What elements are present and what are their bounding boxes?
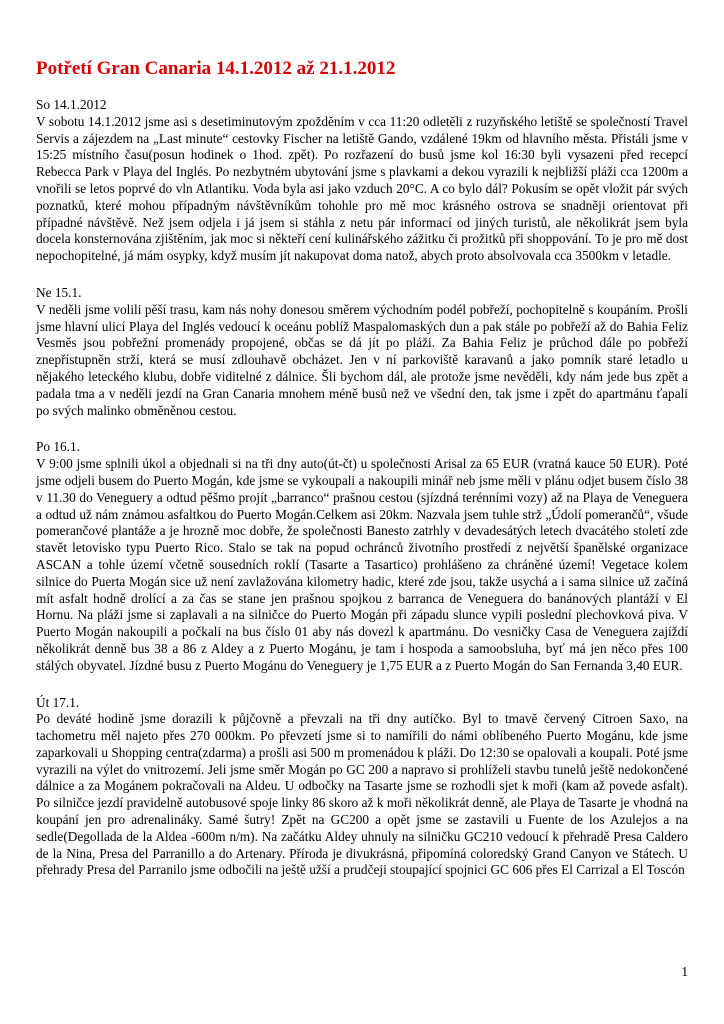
day-section-tuesday (36, 695, 688, 880)
day-paragraph: Po deváté hodině jsme dorazili k půjčovně a převzali na tři dny autíčko. Byl to tmavě červený Citroen Saxo, na tachometru měl najeto přes 270 000km. Po převzetí jsme si to namířili do námi oblíbeného Puerto Mogánu, kde jsme zaparkovali u Shopping centra(zdarma) a prošli asi 500 m promenádou k pláži. Do 12:30 se opalovali a koupali. Poté jsme vyrazili na výlet do vnitrozemí. Jeli jsme směr Mogán po GC 200 a napravo si prohlíželi stavbu tunelů ještě nedokončené dálnice a za Mogánem pokračovali na Aldeu. U odbočky na Tasarte jsme se rozhodli sjet k moři (kam až povede asfalt). Po silničce jezdí pravidelně autobusové spoje linky 86 skoro až k moři několikrát denně, ale Playa de Tasarte je vhodná na koupání jen pro adrenalináky. Samé šutry! Zpět na GC200 a opět jsme se zastavili u Fuente de los Azulejos a na sedle(Degollada de la Aldea -600m n/m). Na začátku Aldey uhnuly na silničku GC210 vedoucí k přehradě Presa Caldero de la Nina, Presa del Parranillo a do Artenary. Příroda je divukrásná, připomíná coloredský Grand Canyon ve Státech. U přehrady Presa del Parranilo jsme odbočili na ještě užší a prudčeji stoupající spojnici GC 606 přes El Carrizal a El Toscón (36, 711, 688, 878)
day-section-monday (36, 439, 688, 674)
page-number: 1 (681, 964, 688, 979)
document-body (36, 97, 688, 899)
day-paragraph: V sobotu 14.1.2012 jsme asi s desetiminutovým zpožděním v cca 11:20 odletěli z ruzyňského letiště se společností Travel Servis a zájezdem na „Last minute“ cestovky Fischer na letiště Gando, vzdálené 19km od hlavního města. Přistáli jsme v 15:25 místního času(posun hodinek o 1hod. zpět). Po rozřazení do busů jsme kol 16:30 byli vysazeni před recepcí Rebecca Park v Playa del Inglés. Po nezbytném ubytování jsme s plavkami a dekou vyrazili k nejbližší pláži cca 1200m a vnořili se letos poprvé do vln Atlantiku. Voda byla asi jako vzduch 20°C. A co bylo dál? Pokusím se opět vložit pár svých poznatků, které mohou případným návštěvníkům tohohle pro mě moc krásného ostrova se snadněji orientovat při případné návštěvě. Než jsem odjela i já jsem si stáhla z netu pár informací od jiných turistů, ale několikrát jsem byla docela konsternována zjištěním, jak moc si někteří cení kulinářského zážitku či prožitků při shoppování. To je pro mě dost nepochopitelné, já mám osypky, když musím jít nakupovat doma natož, abych proto absolvovala cca 3500km v letadle. (36, 113, 688, 264)
day-section-sunday (36, 285, 688, 419)
day-paragraph: V neděli jsme volili pěší trasu, kam nás nohy donesou směrem východním podél pobřeží, pochopitelně s koupáním. Prošli jsme hlavní ulicí Playa del Inglés vedoucí k oceánu poblíž Maspalomaských dun a pak stále po pobřeží až do Bahia Feliz Vesměs jsou pobřežní promenády propojené, občas se dá jít po pláži. Za Bahia Feliz je průchod dále po pobřeží znepřístupněn strží, která se musí zdlouhavě obcházet. Jen v ní parkoviště karavanů a jako pomník staré letadlo u nějakého leteckého klubu, dobře viditelné z dálnice. Šli bychom dál, ale protože jsme nevěděli, kdy nám jede bus zpět a padala tma a v neděli jezdí na Gran Canaria mnohem méně busů než ve všední den, tak jsme i zpět do apartmánu ťapali po svých malinko obměněnou cestou. (36, 301, 688, 418)
day-heading: So 14.1.2012 (36, 97, 107, 112)
day-heading: Ne 15.1. (36, 284, 82, 300)
day-heading: Út 17.1. (36, 694, 80, 710)
day-paragraph: V 9:00 jsme splnili úkol a objednali si na tři dny auto(út-čt) u společnosti Arisal za 65 EUR (vratná kauce 50 EUR). Poté jsme odjeli busem do Puerto Mogán, kde jsme se vykoupali a nakoupili minář neb jsme měli v plánu odjet busem číslo 38 v 11.30 do Veneguery a odtud pěšmo projít „barranco“ prašnou cestou (sjízdná terénními vozy) až na Playa de Veneguera a odtud už nám známou asfaltkou do Puerto Mogán.Celkem asi 20km. Nazvala jsem tuhle strž „Údolí pomerančů“, všude pomerančové plantáže a je hrozně moc dobře, že společnosti Banesto zatrhly v devadesátých letech dvacátého století zde stavět letovisko typu Puerto Rico. Stalo se tak na popud ochránců životního prostředí z největší španělské organizace ASCAN a tohle území včetně sousedních roklí (Tasarte a Tasartico) prohlášeno za chráněné území! Vegetace kolem silnice do Puerta Mogán sice už není zavlažována kilometry hadic, které zde jsou, takže usychá a i sama silnice už začíná mít asfalt hodně drolící a za čas se stane jen prašnou spojkou z barranca de Veneguera do banánových plantáží v El Hornu. Na pláži jsme si zaplavali a na silničce do Puerto Mogán při západu slunce vypili poslední plechovková piva. V Puerto Mogán nakoupili a počkali na bus číslo 01 aby nás dovezl k apartmánu. Do vesničky Casa de Veneguera zajíždí několikrát denně bus 38 a 86 z Aldey a z Puerto Mogánu, je tam i hospoda a samoobsluha, byť má jen něco přes 100 stálých obyvatel. Jízdné busu z Puerto Mogánu do Veneguery je 1,75 EUR a z Puerto Mogán do San Fernanda 3,40 EUR. (36, 456, 688, 673)
document-title: Potřetí Gran Canaria 14.1.2012 až 21.1.2012 (36, 58, 396, 79)
day-section-saturday (36, 97, 688, 265)
day-heading: Po 16.1. (36, 439, 80, 455)
document-page (36, 0, 688, 1024)
